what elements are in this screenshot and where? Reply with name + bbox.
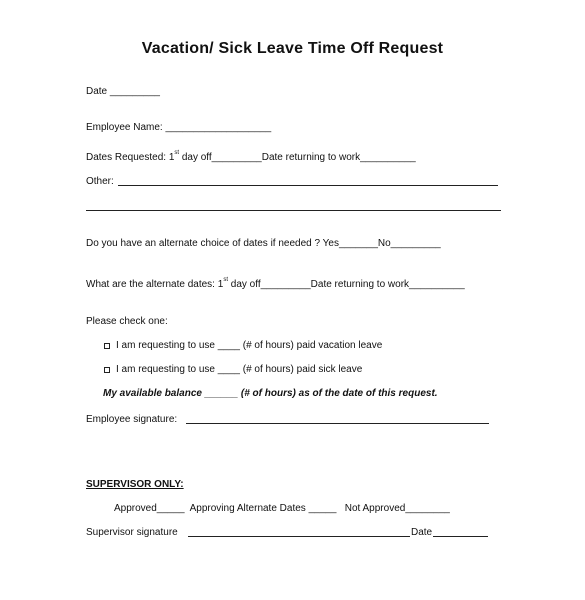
other-label: Other: [86, 176, 114, 187]
employee-name-field[interactable]: Employee Name: ___________________ [86, 122, 272, 133]
supervisor-signature-line[interactable] [188, 536, 410, 537]
vacation-leave-option[interactable] [104, 340, 382, 352]
ordinal-suffix: st [223, 276, 228, 283]
supervisor-date-line[interactable] [433, 536, 488, 537]
sick-leave-option[interactable] [104, 364, 362, 376]
dates-requested-field[interactable] [86, 149, 416, 164]
alternate-question[interactable]: Do you have an alternate choice of dates if needed ? Yes_______No_________ [86, 238, 441, 249]
alternate-dates-field[interactable] [86, 276, 465, 291]
dates-requested-rest: day off_________Date returning to work__________ [179, 152, 416, 163]
alternate-dates-label: What are the alternate dates: 1 [86, 279, 224, 290]
supervisor-date-label: Date [411, 527, 433, 538]
date-field[interactable]: Date _________ [86, 86, 160, 97]
sick-leave-label: I am requesting to use ____ (# of hours) paid sick leave [116, 364, 363, 375]
supervisor-options[interactable]: Approved_____ Approving Alternate Dates _____ Not Approved________ [114, 503, 450, 514]
employee-signature-line[interactable] [186, 423, 489, 424]
supervisor-signature-label: Supervisor signature [86, 527, 178, 538]
alternate-dates-rest: day off_________Date returning to work__________ [227, 279, 465, 290]
vacation-leave-label: I am requesting to use ____ (# of hours) paid vacation leave [116, 340, 383, 351]
dates-requested-label: Dates Requested: 1 [86, 152, 175, 163]
employee-signature-label: Employee signature: [86, 414, 178, 425]
check-heading: Please check one: [86, 316, 168, 327]
available-balance[interactable]: My available balance ______ (# of hours) as of the date of this request. [103, 388, 438, 399]
other-line-2[interactable] [86, 210, 501, 211]
sick-checkbox[interactable] [104, 367, 110, 373]
supervisor-heading: SUPERVISOR ONLY: [86, 479, 184, 490]
ordinal-suffix: st [174, 149, 180, 156]
other-line-1[interactable] [118, 185, 498, 186]
vacation-checkbox[interactable] [104, 343, 110, 349]
form-title: Vacation/ Sick Leave Time Off Request [141, 40, 444, 57]
